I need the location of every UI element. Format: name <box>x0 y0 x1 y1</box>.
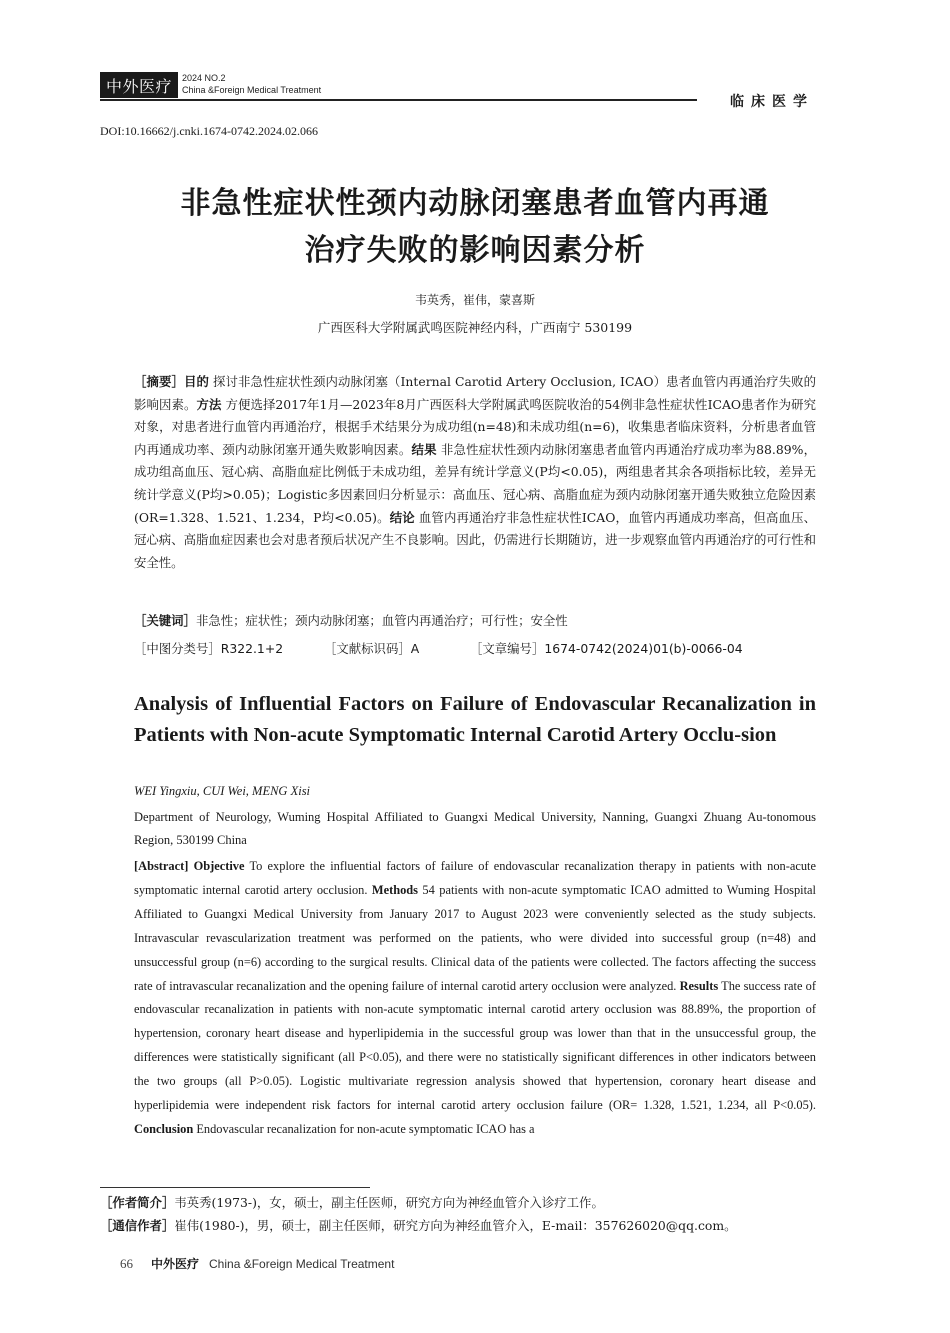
keywords-label: ［关键词］ <box>134 613 196 628</box>
doc-code: ［文献标识码］A <box>324 641 420 656</box>
authors-cn: 韦英秀，崔伟，蒙喜斯 <box>414 293 535 307</box>
corresponding-label: ［通信作者］ <box>100 1218 175 1233</box>
conclusion-text: 血管内再通治疗非急性症状性ICAO，血管内再通成功率高，但高血压、冠心病、高脂血症因素也会对患者预后状况产生不良影响。因此，仍需进行长期随访，进一步观察血管内再通治疗的可行性和安全性。 <box>134 509 817 570</box>
results-en-label: Results <box>679 978 719 993</box>
affiliation-cn: 广西医科大学附属武鸣医院神经内科，广西南宁 530199 <box>317 320 633 335</box>
conclusion-en-label: Conclusion <box>134 1121 194 1136</box>
keywords-text: 非急性；症状性；颈内动脉闭塞；血管内再通治疗；可行性；安全性 <box>195 613 568 628</box>
title-cn-line2: 治疗失败的影响因素分析 <box>304 233 646 268</box>
title-cn-line1: 非急性症状性颈内动脉闭塞患者血管内再通 <box>180 186 770 221</box>
page-number: 66 <box>120 1256 133 1271</box>
methods-text: 方便选择2017年1月—2023年8月广西医科大学附属武鸣医院收治的54例非急性症状性ICAO患者作为研究对象，对患者进行血管内再通治疗，根据手术结果分为成功组(n=48)和未成功组(n=6)，收集患者临床资料，分析患者血管内再通成功率、颈内动脉闭塞开通失败影响因素。 <box>134 396 817 457</box>
footnote-corresponding <box>100 1216 820 1234</box>
methods-label: 方法 <box>196 396 222 412</box>
conclusion-en-text: Endovascular recanalization for non-acute symptomatic ICAO has a <box>193 1121 535 1136</box>
journal-name-en: China &Foreign Medical Treatment <box>182 85 322 95</box>
section-label: 临床医学 <box>730 94 814 110</box>
author-bio: 韦英秀(1973-)，女，硕士，副主任医师，研究方向为神经血管介入诊疗工作。 <box>174 1195 604 1210</box>
objective-text: 探讨非急性症状性颈内动脉闭塞（Internal Carotid Artery Occlusion, ICAO）患者血管内再通治疗失败的影响因素。 <box>134 374 817 412</box>
header-rule <box>100 99 697 101</box>
title-en: Analysis of Influential Factors on Failure of Endovascular Recanalization in Patients with Non-acute Symptomatic Internal Carotid Artery Occlu-sion <box>134 693 816 746</box>
page-footer <box>120 1255 394 1272</box>
keywords-cn <box>134 611 816 629</box>
abstract-en-label: [Abstract] <box>134 859 189 873</box>
objective-en-label: Objective <box>193 859 245 873</box>
journal-name-cn: 中外医疗 <box>100 72 178 98</box>
authors-en: WEI Yingxiu, CUI Wei, MENG Xisi <box>134 784 311 798</box>
conclusion-label: 结论 <box>389 509 415 525</box>
footnote-author <box>100 1193 820 1211</box>
methods-en-text: 54 patients with non-acute symptomatic ICAO admitted to Wuming Hospital Affiliated to Guangxi Medical University from January 2017 to August 2023 were conveniently selected as the study subjects. Intravascular revascularization treatment was performed on the patients, who were divided into successful group (n=48) and unsuccessful group (n=6) according to the surgical results. Clinical data of the patients were collected. The factors affecting the success rate of intravascular recanalization and the opening failure of internal carotid artery occlusion were analyzed. <box>134 882 816 993</box>
results-text: 非急性症状性颈内动脉闭塞患者血管内再通治疗成功率为88.89%，成功组高血压、冠心病、高脂血症比例低于未成功组，差异有统计学意义(P均<0.05)，两组患者其余各项指标比较，差异无统计学意义(P均>0.05)；Logistic多因素回归分析显示：高血压、冠心病、高脂血症为颈内动脉闭塞开通失败独立危险因素(OR=1.328、1.521、1.234，P均<0.05)。 <box>134 441 817 525</box>
clc-number: ［中图分类号］R322.1+2 <box>134 641 284 656</box>
results-label: 结果 <box>411 441 437 457</box>
abstract-cn-label: ［摘要］ <box>134 374 184 389</box>
methods-en-label: Methods <box>371 882 418 897</box>
author-bio-label: ［作者简介］ <box>100 1195 175 1210</box>
footer-journal-en: China &Foreign Medical Treatment <box>209 1257 395 1271</box>
results-en-text: The success rate of endovascular recanalization in patients with non-acute symptomatic internal carotid artery occlusion was 88.89%, the proportion of hypertension, coronary heart disease and hyperlipidemia in the successful group was lower than that in the unsuccessful group, the differences were statistically significant (all P<0.05), and there were no statistically significant differences in other indicators between the two groups (all P>0.05). Logistic multivariate regression analysis showed that hypertension, coronary heart disease and hyperlipidemia were independent risk factors for internal carotid artery occlusion failure (OR= 1.328, 1.521, 1.234, all P<0.05). <box>134 978 816 1113</box>
journal-logo <box>100 72 321 98</box>
objective-label: 目的 <box>184 374 209 389</box>
journal-meta <box>178 72 321 98</box>
affiliation-en: Department of Neurology, Wuming Hospital Affiliated to Guangxi Medical University, Nanning, Guangxi Zhuang Au-tonomous Region, 530199 China <box>134 810 816 847</box>
corresponding-author: 崔伟(1980-)，男，硕士，副主任医师，研究方向为神经血管介入，E-mail：357626020@qq.com。 <box>174 1218 737 1233</box>
footnote-rule <box>100 1187 370 1188</box>
abstract-cn <box>134 371 816 574</box>
article-number: ［文章编号］1674-0742(2024)01(b)-0066-04 <box>470 641 743 656</box>
footer-journal-cn: 中外医疗 <box>151 1257 200 1271</box>
objective-en-text: To explore the influential factors of failure of endovascular recanalization therapy in patients with non-acute symptomatic internal carotid artery occlusion. <box>134 859 816 897</box>
classification-line <box>134 639 816 657</box>
abstract-en <box>134 855 816 1142</box>
doi: DOI:10.16662/j.cnki.1674-0742.2024.02.066 <box>100 124 318 138</box>
year-issue: 2024 NO.2 <box>182 73 226 83</box>
